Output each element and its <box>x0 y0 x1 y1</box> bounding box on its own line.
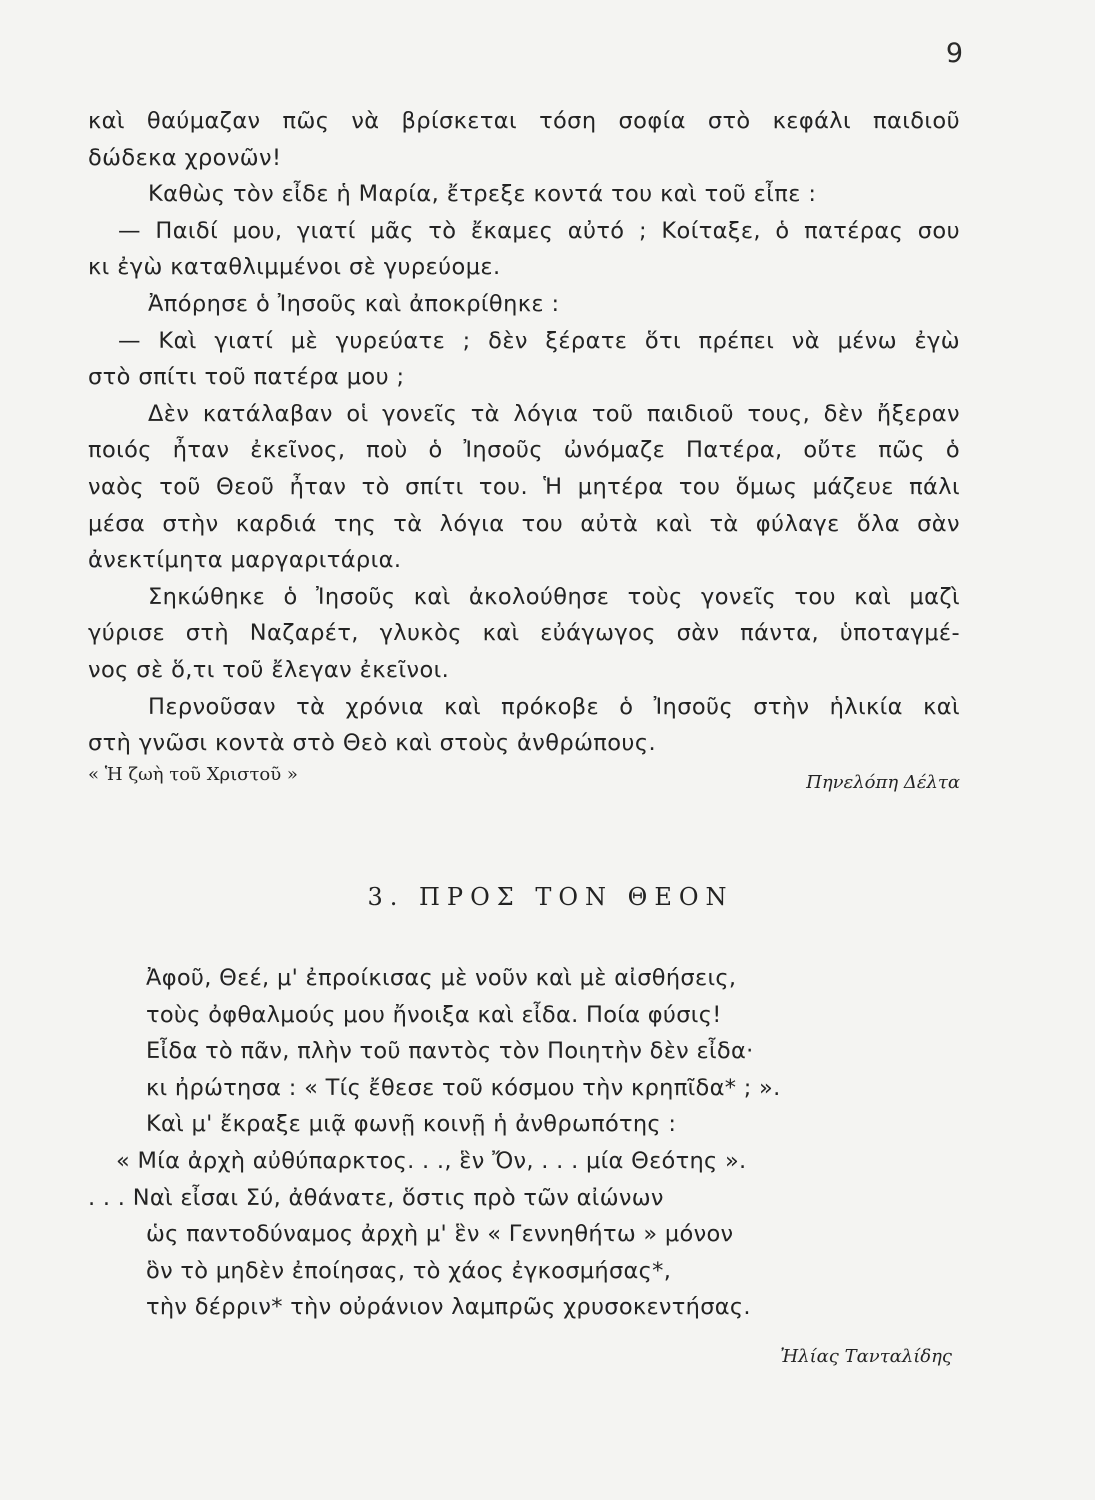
poem-line: τὴν δέρριν* τὴν οὐράνιον λαμπρῶς χρυσοκεντήσας. <box>146 1294 751 1321</box>
prose-line: ναὸς τοῦ Θεοῦ ἦταν τὸ σπίτι του. Ἡ μητέρα του ὅμως μάζευε πάλι <box>88 473 960 500</box>
prose-line: νος σὲ ὅ,τι τοῦ ἔλεγαν ἐκεῖνοι. <box>88 656 450 683</box>
prose-body <box>88 103 960 762</box>
prose-line: ποιός ἦταν ἐκεῖνος, ποὺ ὁ Ἰησοῦς ὠνόμαζε Πατέρα, οὔτε πῶς ὁ <box>88 437 960 464</box>
poem-line: τοὺς ὀφθαλμούς μου ἤνοιξα καὶ εἶδα. Ποία φύσις! <box>146 1001 722 1028</box>
prose-line: δώδεκα χρονῶν! <box>88 144 282 171</box>
poem-line: ὡς παντοδύναμος ἀρχὴ μ' ἓν « Γεννηθήτω » μόνον <box>146 1221 734 1248</box>
prose-line: στὴ γνῶσι κοντὰ στὸ Θεὸ καὶ στοὺς ἀνθρώπους. <box>88 730 656 757</box>
source-attribution <box>88 764 960 794</box>
section-title: 3. ΠΡΟΣ ΤΟΝ ΘΕΟΝ <box>367 883 734 911</box>
poem-line: Εἶδα τὸ πᾶν, πλὴν τοῦ παντὸς τὸν Ποιητὴν δὲν εἶδα· <box>146 1038 754 1065</box>
source-author: Πηνελόπη Δέλτα <box>806 772 960 793</box>
prose-line: Ἀπόρησε ὁ Ἰησοῦς καὶ ἀποκρίθηκε : <box>148 290 560 317</box>
prose-line: — Καὶ γιατί μὲ γυρεύατε ; δὲν ξέρατε ὅτι πρέπει νὰ μένω ἐγὼ <box>118 327 960 354</box>
poem-line: ὃν τὸ μηδὲν ἐποίησας, τὸ χάος ἐγκοσμήσας*, <box>146 1257 672 1284</box>
prose-line: γύρισε στὴ Ναζαρέτ, γλυκὸς καὶ εὐάγωγος σὰν πάντα, ὑποταγμέ- <box>88 620 960 647</box>
prose-line: καὶ θαύμαζαν πῶς νὰ βρίσκεται τόση σοφία στὸ κεφάλι παιδιοῦ <box>88 108 960 134</box>
page-number: 9 <box>945 38 963 69</box>
prose-line: στὸ σπίτι τοῦ πατέρα μου ; <box>88 364 405 391</box>
prose-line: ἀνεκτίμητα μαργαριτάρια. <box>88 547 402 574</box>
poem-author: Ἠλίας Τανταλίδης <box>780 1346 952 1367</box>
prose-line: Σηκώθηκε ὁ Ἰησοῦς καὶ ἀκολούθησε τοὺς γονεῖς του καὶ μαζὶ <box>148 583 960 610</box>
poem-line: Ἀφοῦ, Θεέ, μ' ἐπροίκισας μὲ νοῦν καὶ μὲ αἰσθήσεις, <box>146 965 737 991</box>
prose-line: Περνοῦσαν τὰ χρόνια καὶ πρόκοβε ὁ Ἰησοῦς στὴν ἡλικία καὶ <box>148 693 960 720</box>
prose-line: Δὲν κατάλαβαν οἱ γονεῖς τὰ λόγια τοῦ παιδιοῦ τους, δὲν ἤξεραν <box>148 400 960 427</box>
source-work-title: « Ἡ ζωὴ τοῦ Χριστοῦ » <box>88 764 298 785</box>
prose-line: μέσα στὴν καρδιά της τὰ λόγια του αὐτὰ καὶ τὰ φύλαγε ὅλα σὰν <box>88 510 960 537</box>
prose-line: κι ἐγὼ καταθλιμμένοι σὲ γυρεύομε. <box>88 254 501 281</box>
poem-line: Καὶ μ' ἔκραξε μιᾷ φωνῇ κοινῇ ἡ ἀνθρωπότης : <box>146 1111 677 1138</box>
prose-line: Καθὼς τὸν εἶδε ἡ Μαρία, ἔτρεξε κοντά του καὶ τοῦ εἶπε : <box>148 181 817 208</box>
poem-body <box>88 960 988 1326</box>
poem-line: « Μία ἀρχὴ αὐθύπαρκτος. . ., ἓν Ὄν, . . . μία Θεότης ». <box>116 1147 747 1174</box>
poem-line: . . . Ναὶ εἶσαι Σύ, ἀθάνατε, ὅστις πρὸ τῶν αἰώνων <box>88 1184 664 1211</box>
prose-line: — Παιδί μου, γιατί μᾶς τὸ ἔκαμες αὐτό ; Κοίταξε, ὁ πατέρας σου <box>118 217 960 244</box>
poem-line: κι ἠρώτησα : « Τίς ἔθεσε τοῦ κόσμου τὴν κρηπῖδα* ; ». <box>146 1074 781 1101</box>
